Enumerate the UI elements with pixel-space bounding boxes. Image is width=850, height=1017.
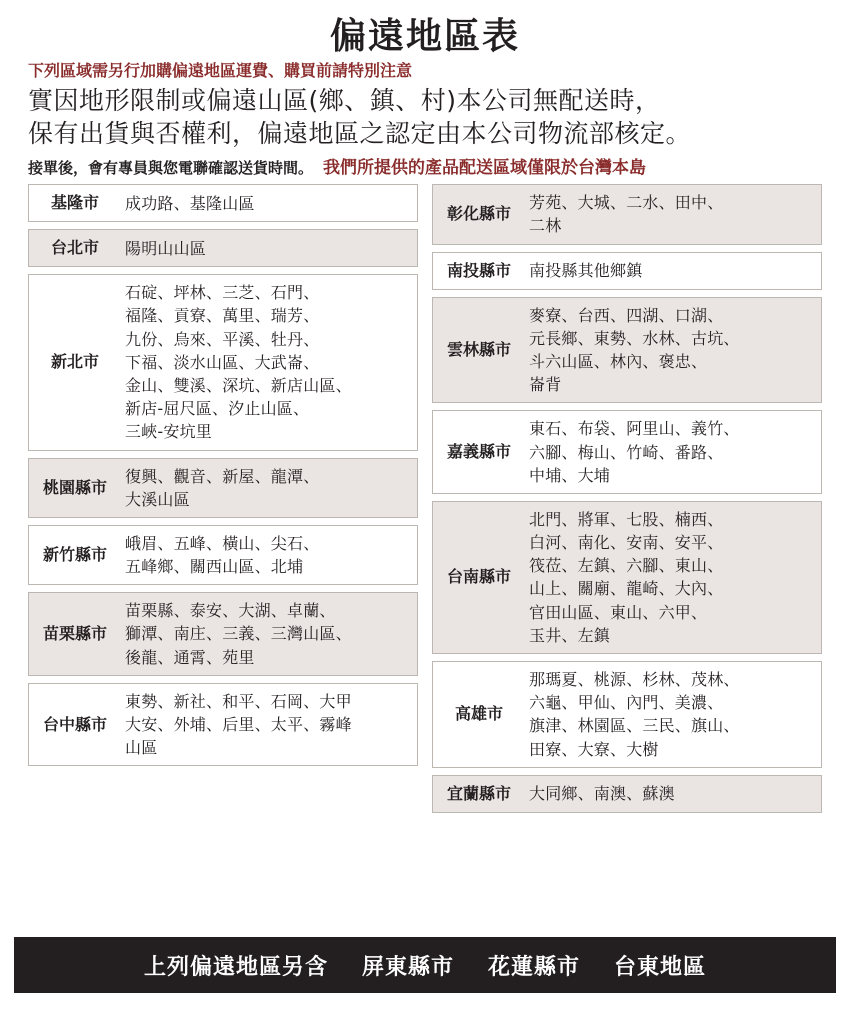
region-name: 桃園縣市 [42,477,107,497]
region-name: 台南縣市 [446,567,511,587]
region-area-line: 玉井、左鎮 [529,625,611,645]
region-area-line: 崙背 [529,375,562,395]
region-area-line: 金山、雙溪、深坑、新店山區、 [125,375,352,395]
region-name: 南投縣市 [446,260,511,280]
region-area-line: 山區 [125,738,158,758]
region-area-line: 五峰鄉、關西山區、北埔 [125,557,304,577]
region-area-line: 陽明山山區 [125,238,207,258]
region-row [432,252,822,290]
purchase-notice: 下列區域需另行加購偏遠地區運費、購買前請特別注意 [28,61,413,81]
footer-banner [14,937,836,993]
region-area-line: 元長鄉、東勢、水林、古坑、 [529,328,740,348]
region-row [432,775,822,813]
region-area-line: 斗六山區、林內、褒忠、 [529,351,708,371]
region-areas [525,185,821,243]
region-areas [525,502,821,653]
region-row [432,661,822,768]
region-area-line: 下福、淡水山區、大武崙、 [125,352,320,372]
region-name: 新北市 [50,352,99,372]
region-area-line: 田寮、大寮、大樹 [529,739,659,759]
region-area-line: 那瑪夏、桃源、杉林、茂林、 [529,670,740,689]
region-table [14,184,836,813]
region-area-line: 官田山區、東山、六甲、 [529,602,708,622]
region-areas [525,662,821,767]
region-column-right [432,184,822,813]
region-areas [121,526,417,584]
region-row [28,274,418,450]
region-row [28,683,418,767]
region-row [432,501,822,654]
region-areas [525,776,821,812]
region-column-left [28,184,418,766]
region-area-line: 大同鄉、南澳、蘇澳 [529,784,675,804]
region-area-line: 南投縣其他鄉鎮 [529,260,643,280]
contact-note-row [14,153,836,178]
region-area-line: 北門、將軍、七股、楠西、 [529,509,724,529]
region-areas [121,684,417,766]
region-area-line: 麥寮、台西、四湖、口湖、 [529,305,724,325]
region-area-line: 成功路、基隆山區 [125,193,255,213]
region-areas [525,411,821,493]
region-name: 新竹縣市 [42,545,107,565]
region-row [28,458,418,518]
region-row [28,229,418,267]
footer-region-1: 花蓮縣市 [488,954,581,980]
region-areas [121,275,417,449]
region-area-line: 芳苑、大城、二水、田中、 [529,193,724,213]
region-area-line: 旗津、林園區、三民、旗山、 [529,716,740,736]
region-area-line: 後龍、通霄、苑里 [125,647,255,667]
region-area-line: 九份、烏來、平溪、牡丹、 [125,329,320,349]
region-row [432,297,822,404]
region-row [432,184,822,244]
region-area-line: 新店-屈尺區、汐止山區、 [125,399,310,419]
region-areas [121,185,417,221]
region-area-line: 白河、南化、安南、安平、 [529,533,724,553]
region-area-line: 峨眉、五峰、橫山、尖石、 [125,533,320,553]
region-name: 台北市 [50,238,99,258]
region-area-line: 三峽-安坑里 [125,422,212,442]
region-areas [121,593,417,675]
region-row [28,184,418,222]
region-area-line: 石碇、坪林、三芝、石門、 [125,283,320,303]
region-area-line: 苗栗縣、泰安、大湖、卓蘭、 [125,601,336,621]
region-areas [121,230,417,266]
region-name: 苗栗縣市 [42,624,107,644]
region-area-line: 山上、關廟、龍崎、大內、 [529,579,724,599]
region-area-line: 六龜、甲仙、內門、美濃、 [529,693,724,713]
region-area-line: 大溪山區 [125,489,190,509]
footer-region-0: 屏東縣市 [361,954,454,980]
region-row [432,410,822,494]
delivery-policy-line-1: 實因地形限制或偏遠山區(鄉、鎮、村)本公司無配送時， [28,86,661,116]
region-name: 台中縣市 [42,714,107,734]
region-area-line: 福隆、貢寮、萬里、瑞芳、 [125,306,320,326]
contact-note: 接單後，會有專員與您電聯確認送貨時間。 [28,159,314,178]
region-name: 彰化縣市 [446,204,511,224]
region-row [28,525,418,585]
region-areas [525,298,821,403]
footer-region-2: 台東地區 [614,954,707,980]
footer-lead-label: 上列偏遠地區另含 [143,954,328,980]
delivery-policy-line-2: 保有出貨與否權利，偏遠地區之認定由本公司物流部核定。 [28,119,692,149]
region-area-line: 復興、觀音、新屋、龍潭、 [125,466,320,486]
region-area-line: 二林 [529,216,562,236]
region-area-line: 大安、外埔、后里、太平、霧峰 [125,715,352,734]
region-area-line: 東石、布袋、阿里山、義竹、 [529,419,740,439]
region-area-line: 東勢、新社、和平、石岡、大甲 [125,691,352,711]
region-areas [121,459,417,517]
region-area-line: 中埔、大埔 [529,465,611,485]
region-row [28,592,418,676]
region-area-line: 獅潭、南庄、三義、三灣山區、 [125,624,352,644]
region-name: 基隆市 [50,193,99,213]
region-name: 嘉義縣市 [446,442,511,462]
page-title: 偏遠地區表 [329,16,520,57]
delivery-policy-text [14,84,836,150]
coverage-note: 我們所提供的產品配送區域僅限於台灣本島 [323,158,647,179]
region-area-line: 六腳、梅山、竹崎、番路、 [529,442,724,462]
region-name: 高雄市 [454,704,503,724]
region-areas [525,253,821,289]
region-area-line: 筏莅、左鎮、六腳、東山、 [529,556,724,576]
region-name: 雲林縣市 [446,339,511,359]
region-name: 宜蘭縣市 [446,783,511,803]
